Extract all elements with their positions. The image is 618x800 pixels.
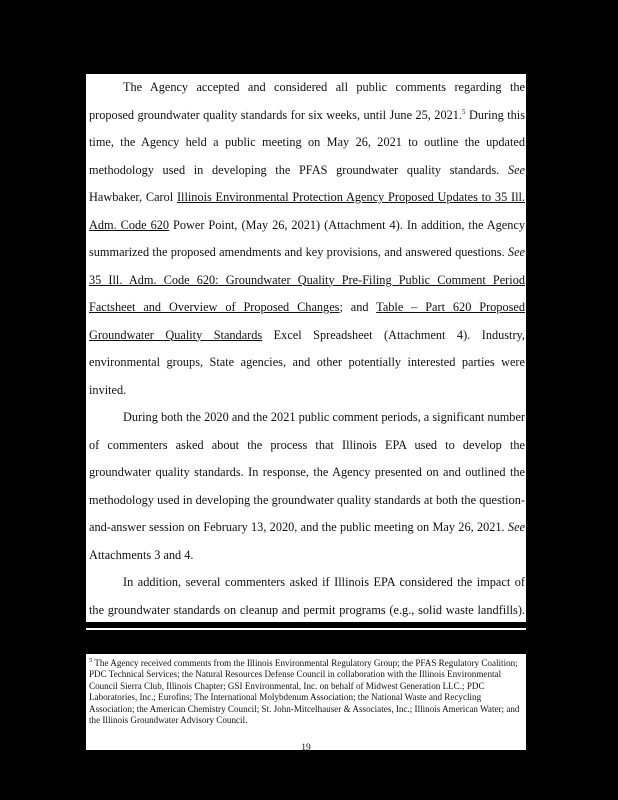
document-page — [86, 74, 526, 753]
page-number: 19 — [301, 743, 311, 753]
text-run: Hawbaker, Carol — [89, 190, 177, 204]
see-signal: See — [507, 245, 525, 259]
text-run: During both the 2020 and the 2021 public comment periods, a significant number of commenters asked about the process that Illinois EPA used to develop the groundwater quality standards. In response, the Agency presented on and outlined the methodology used in developing the groundwater quality standards at both the question-and-answer session on February 13, 2020, and the public meeting on May 26, 2021. — [89, 410, 525, 534]
footnote-ref[interactable]: 5 — [461, 107, 466, 116]
text-run: Power Point, (May 26, 2021) (Attachment 4). In addition, the Agency summarized the proposed amendments and key provisions, and answered questions. — [89, 217, 525, 259]
text-run: Attachments 3 and 4. — [89, 547, 194, 562]
body-text — [89, 74, 525, 652]
redaction-bar — [86, 622, 526, 628]
citation-link[interactable]: 35 Ill. Adm. Code 620: Groundwater Quality Pre-Filing Public Comment Period Factsheet and Overview of Proposed Changes — [89, 272, 525, 314]
see-signal: See — [507, 520, 525, 534]
text-run: Excel Spreadsheet (Attachment 4). Industry, environmental groups, State agencies, and other potentially interested parties were invited. — [89, 327, 525, 397]
citation-link[interactable]: Table – Part 620 Proposed Groundwater Quality Standards — [89, 300, 525, 342]
see-signal: See — [507, 162, 525, 177]
footnote-text: The Agency received comments from the Illinois Environmental Regulatory Group; the PFAS Regulatory Coalition; PDC Technical Services; the Natural Resources Defense Council in collaboration with the Illinois Environmental Council Sierra Club, Illinois Chapter; GSI Environmental, Inc. on behalf of Midwest Generation LLC.; PDC Laboratories, Inc.; Eurofins; The International Molybdenum Association; the National Waste and Recycling Association; the American Chemistry Council; St. John-Mitcelhauser & Associates, Inc.; Illinois American Water; and the Illinois Groundwater Advisory Council. — [89, 658, 520, 726]
text-run: In addition, several commenters asked if Illinois EPA considered the impact of the groundwater standards on cleanup and permit programs (e.g., solid waste landfills). — [89, 575, 525, 617]
text-run: During this time, the Agency held a public meeting on May 26, 2021 to outline the updated methodology used in developing the PFAS groundwater quality standards. — [89, 107, 525, 177]
footnote-number: 5 — [89, 656, 93, 664]
text-run: The Agency accepted and considered all public comments regarding the proposed groundwater quality standards for six weeks, until June 25, 2021. — [89, 80, 525, 122]
paragraph-1 — [89, 74, 525, 404]
text-run: ; and — [339, 300, 377, 314]
paragraph-2 — [89, 404, 525, 569]
redaction-bar — [86, 630, 526, 654]
citation-link[interactable]: Illinois Environmental Protection Agency Proposed Updates to 35 Ill. Adm. Code 620 — [89, 190, 525, 232]
footnote — [89, 658, 525, 726]
